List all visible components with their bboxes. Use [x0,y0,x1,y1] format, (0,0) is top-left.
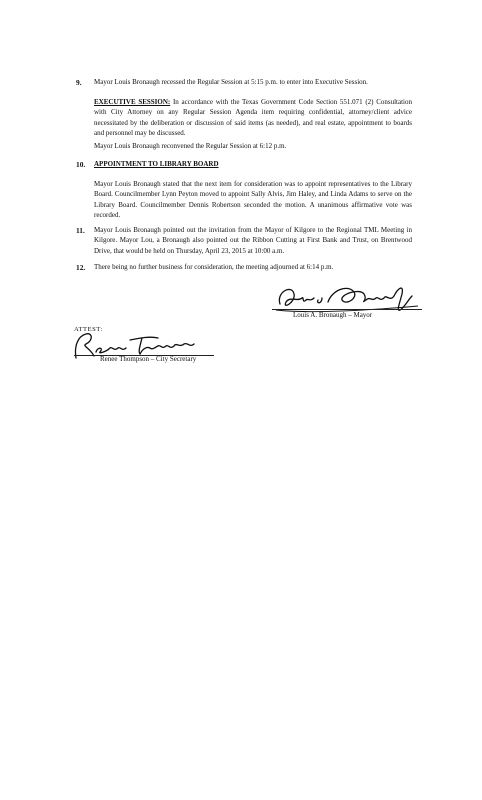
executive-session-label: EXECUTIVE SESSION: [94,98,171,106]
item-number-10: 10. [76,160,86,169]
item-11-text: Mayor Louis Bronaugh pointed out the invitation from the Mayor of Kilgore to the Regional TML Meeting in Kilgore. Mayor Lou, a Bronaugh also pointed out the Ribbon Cutting at First Bank and Trust, on Brentwood Drive, that would be held on Thursday, April 23, 2015 at 10:00 a.m. [94,226,412,255]
mayor-caption: Louis A. Bronaugh – Mayor [293,311,373,319]
item-12-text: There being no further business for consideration, the meeting adjourned at 6:14 p.m. [94,263,334,271]
item-number-9: 9. [76,78,82,87]
executive-session-paragraph [94,97,412,139]
reconvene-text: Mayor Louis Bronaugh reconvened the Regular Session at 6:12 p.m. [94,142,287,150]
library-board-heading: APPOINTMENT TO LIBRARY BOARD [94,160,219,168]
item-number-11: 11. [76,226,85,235]
item-9-text: Mayor Louis Bronaugh recessed the Regular Session at 5:15 p.m. to enter into Executive Session. [94,78,368,86]
item-10-text: Mayor Louis Bronaugh stated that the next item for consideration was to appoint representatives to the Library Board. Councilmember Lynn Peyton moved to appoint Sally Alvis, Jim Haley, and Linda Adams to serve on the Library Board. Councilmember Dennis Robertson seconded the motion. A unanimous affirmative vote was recorded. [94,180,412,220]
secretary-caption: Renee Thompson – City Secretary [100,355,197,363]
item-number-12: 12. [76,263,86,272]
mayor-signature-line [272,309,422,310]
attest-label: ATTEST: [74,326,103,333]
executive-session-text: In accordance with the Texas Government Code Section 551.071 (2) Consultation with City Attorney on any Regular Session Agenda item requiring confidential, attorney/client advice necessitated by the deliberation or discussion of said items (as needed), and real estate, appointment to boards and personnel may be discussed. [94,98,412,138]
